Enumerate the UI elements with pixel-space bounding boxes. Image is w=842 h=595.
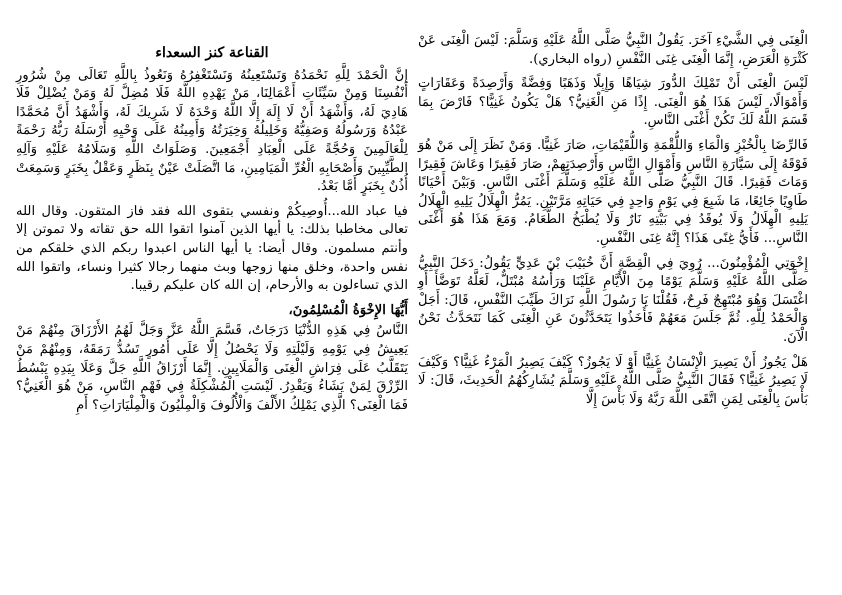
section-heading: أَيُّهَا الإِخْوَةُ الْمُسْلِمُونَ، xyxy=(288,302,408,318)
paragraph: النَّاسُ فِي هَذِهِ الدُّنْيَا دَرَجَاتٌ، قَسَّمَ اللَّهُ عَزَّ وَجَلَّ لَهُمُ الأَرْزَاقَ مِنْهُمْ مَنْ يَعِيشُ فِي يَوْمِهِ وَلَيْلَتِهِ وَلَا يَحْصُلُ إِلَّا عَلَى أُمُورٍ تَسُدُّ رَمَقَهُ، وَمِنْهُمْ مَنْ يَتَقَلَّبُ عَلَى فِرَاشِ الْغِنَى وَالْمَلَايِينِ. إِنَّمَا أَرْزَاقُ اللَّهِ جَلَّ وَعَلَا بِيَدِهِ يَبْسُطُ الرِّزْقَ لِمَنْ يَشَاءُ وَيَقْدِرُ. لَيْسَتِ الْمُشْكِلَةُ فِي فَهْمِ النَّاسِ، مَنْ هُوَ الْغَنِيُّ؟ فَمَا الْغِنَى؟ الَّذِي يَمْلِكُ الأَلْفَ وَالْأُلُوفَ وَالْمِلْيُونَ وَالْمِلْيَارَاتِ؟ أَمِ xyxy=(16,323,408,413)
column-opening xyxy=(16,44,408,421)
paragraph: هَلْ يَجُوزُ أَنْ يَصِيرَ الْإِنْسَانُ غَنِيًّا أَوْ لَا يَجُوزُ؟ كَيْفَ يَصِيرُ الْمَرْءُ غَنِيًّا؟ وَكَيْفَ لَا يَصِيرُ غَنِيًّا؟ فَقَالَ النَّبِيُّ صَلَّى اللَّهُ عَلَيْهِ وَسَلَّمَ يُشَارِكُهُمُ الْحَدِيثَ، قَالَ: لَا بَأْسَ بِالْغِنَى لِمَنِ اتَّقَى اللَّهَ رَبَّهُ وَلَا بَأْسَ إِلَّا xyxy=(418,354,808,407)
paragraph: إنَّ الْحَمْدَ لِلَّهِ نَحْمَدُهُ وَنَسْتَعِينُهُ وَنَسْتَغْفِرُهُ وَنَعُوذُ بِاللَّهِ تَعَالَى مِنْ شُرُورِ أَنْفُسِنَا وَمِنْ سَيِّئَاتِ أَعْمَالِنَا، مَنْ يَهْدِهِ اللَّهُ فَلَا مُضِلَّ لَهُ وَمَنْ يُضْلِلْ فَلَا هَادِيَ لَهُ، وَأَشْهَدُ أَنْ لَا إِلَهَ إِلَّا اللَّهُ وَحْدَهُ لَا شَرِيكَ لَهُ، وَأَشْهَدُ أَنَّ مُحَمَّدًا عَبْدُهُ وَرَسُولُهُ وَصَفِيُّهُ وَخَلِيلُهُ وَخِيَرَتُهُ وَأَمِينُهُ عَلَى وَحْيِهِ أَرْسَلَهُ رَبُّهُ رَحْمَةً لِلْعَالَمِينَ وَحُجَّةً عَلَى الْعِبَادِ أَجْمَعِينَ. وَصَلَوَاتُ اللَّهِ وَسَلَامُهُ عَلَيْهِ وَآلِهِ الطَّيِّبِينَ وَأَصْحَابِهِ الْغُرِّ الْمَيَامِينِ، مَا اتَّصَلَتْ عَيْنٌ بِنَظَرٍ وَعَقْلٌ بِخَبَرٍ وَسَمِعَتْ أُذُنٌ بِخَبَرٍ أَمَّا بَعْدُ. xyxy=(16,67,408,195)
paragraph: الْغِنَى فِي الشَّيْءِ آخَرَ. يَقُولُ النَّبِيُّ صَلَّى اللَّهُ عَلَيْهِ وَسَلَّمَ: لَيْسَ الْغِنَى عَنْ كَثْرَةِ الْعَرَضِ، إِنَّمَا الْغِنَى غِنَى النَّفْسِ (رواه البخاري). xyxy=(418,33,808,67)
page-title: القناعة كنز السعداء xyxy=(155,45,269,61)
paragraph: فيا عباد الله...أُوصِيكُمْ ونفسي بتقوى الله فقد فاز المتقون. وقال الله تعالى مخاطبا بذلك: يا أيها الذين آمنوا اتقوا الله حق تقاته ولا تموتن إلا وأنتم مسلمون. وقال أيضا: يا أيها الناس اعبدوا ربكم الذي خلقكم من نفس واحدة، وخلق منها زوجها وبث منهما رجالا كثيرا ونساء، واتقوا الله الذي تساءلون به والأرحام، إن الله كان عليكم رقيبا. xyxy=(16,203,408,294)
column-continuation xyxy=(418,32,808,415)
paragraph: إِخْوَتِي الْمُؤْمِنُونَ... رُوِيَ فِي الْقِصَّةِ أَنَّ خُبَيْبَ بْنَ عَدِيٍّ يَقُولُ: دَخَلَ النَّبِيُّ صَلَّى اللَّهُ عَلَيْهِ وَسَلَّمَ يَوْمًا مِنَ الْأَيَّامِ عَلَيْنَا وَرَأْسُهُ مُبْتَلٌّ، لَعَلَّهُ تَوَضَّأَ أَوِ اغْتَسَلَ وَهُوَ مُبْتَهِجٌ فَرِحٌ، فَقُلْنَا يَا رَسُولَ اللَّهِ نَرَاكَ طَيِّبَ النَّفْسِ، قَالَ: أَجَلْ وَالْحَمْدُ لِلَّهِ. ثُمَّ جَلَسَ مَعَهُمْ فَأَخَذُوا يَتَحَدَّثُونَ عَنِ الْغِنَى كَمَا نَتَحَدَّثُ نَحْنُ الْآنَ. xyxy=(418,255,808,345)
paragraph: فَالرِّضَا بِالْخُبْزِ وَالْمَاءِ وَاللُّقْمَةِ وَاللُّقَيْمَاتِ، صَارَ غَنِيًّا. وَمَنْ نَظَرَ إِلَى مَنْ هُوَ فَوْقَهُ إِلَى سَيَّارَةِ النَّاسِ وَأَمْوَالِ النَّاسِ وَأَرْصِدَتِهِمْ، صَارَ فَقِيرًا وَعَاشَ فَقِيرًا وَمَاتَ فَقِيرًا. قَالَ النَّبِيُّ صَلَّى اللَّهُ عَلَيْهِ وَسَلَّمَ أَغْنَى النَّاسِ. وَبَيْنَ أَحْيَانًا طَاوِيًا جَائِعًا، مَا شَبِعَ فِي يَوْمٍ وَاحِدٍ فِي حَيَاتِهِ مَرَّتَيْنِ. يَمُرُّ الْهِلَالُ يَلِيهِ الْهِلَالُ يَلِيهِ الْهِلَالُ وَلَا يُوقَدُ فِي بَيْتِهِ نَارٌ وَلَا يُطْبَخُ الطَّعَامُ. وَمَعَ هَذَا هُوَ أَغْنَى النَّاسِ... فَأَيُّ غِنًى هَذَا؟ إِنَّهُ غِنَى النَّفْسِ. xyxy=(418,137,808,246)
paragraph: لَيْسَ الْغِنَى أَنْ تَمْلِكَ الدُّورَ شِيَاهًا وَإِبِلًا وَذَهَبًا وَفِضَّةً وَأَرْصِدَةً وَعَقَارَاتٍ وَأَمْوَالًا، لَيْسَ هَذَا هُوَ الْغِنَى. إِذًا مَنِ الْغَنِيُّ؟ هَلْ يَكُونُ غَنِيًّا؟ فَارْضَ بِمَا قَسَمَ اللَّهُ لَكَ تَكُنْ أَغْنَى النَّاسِ. xyxy=(418,76,808,129)
